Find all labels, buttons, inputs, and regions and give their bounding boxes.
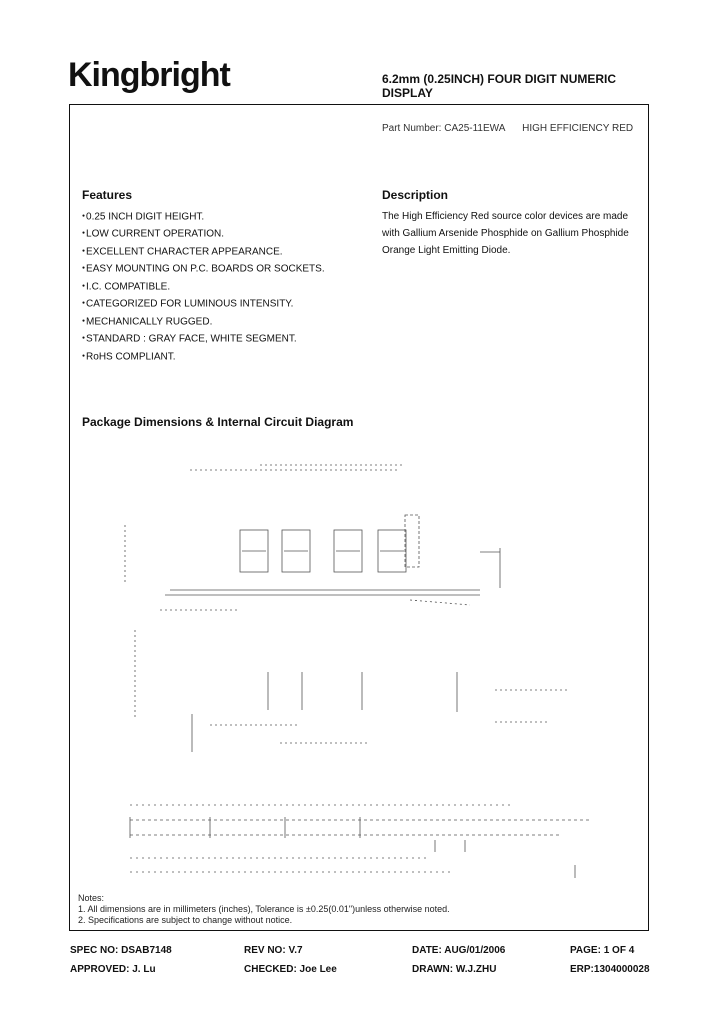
spec-number: SPEC NO: DSAB7148 xyxy=(70,945,172,956)
part-number-row xyxy=(382,123,647,134)
package-dimensions-drawing xyxy=(70,440,600,885)
title-block xyxy=(70,945,650,983)
document-title xyxy=(382,72,616,100)
feature-item: ● EXCELLENT CHARACTER APPEARANCE. xyxy=(82,243,325,260)
description-line: Orange Light Emitting Diode. xyxy=(382,245,511,256)
emitting-color: HIGH EFFICIENCY RED xyxy=(522,123,634,134)
notes-block xyxy=(78,893,450,926)
description-line: with Gallium Arsenide Phosphide on Gallium Phosphide xyxy=(382,228,629,239)
title-line-2: DISPLAY xyxy=(382,86,433,100)
kingbright-logo: Kingbright xyxy=(68,56,230,94)
feature-item: ● 0.25 INCH DIGIT HEIGHT. xyxy=(82,208,325,225)
description-text xyxy=(382,208,642,259)
package-heading: Package Dimensions & Internal Circuit Diagram xyxy=(82,415,354,429)
page-number: PAGE: 1 OF 4 xyxy=(570,945,635,956)
note-line: 2. Specifications are subject to change without notice. xyxy=(78,915,293,925)
feature-item: ● MECHANICALLY RUGGED. xyxy=(82,313,325,330)
description-line: The High Efficiency Red source color devices are made xyxy=(382,211,629,222)
feature-item: ● STANDARD : GRAY FACE, WHITE SEGMENT. xyxy=(82,330,325,347)
features-heading: Features xyxy=(82,188,133,202)
part-number: Part Number: CA25-11EWA xyxy=(382,123,506,134)
feature-item: ● CATEGORIZED FOR LUMINOUS INTENSITY. xyxy=(82,295,325,312)
notes-heading: Notes: xyxy=(78,893,105,903)
title-line-1: 6.2mm (0.25INCH) FOUR DIGIT NUMERIC xyxy=(382,72,617,86)
feature-item: ● EASY MOUNTING ON P.C. BOARDS OR SOCKETS. xyxy=(82,260,325,277)
approved-by: APPROVED: J. Lu xyxy=(70,964,156,975)
digit-2 xyxy=(282,530,310,572)
digit-4 xyxy=(378,530,406,572)
feature-item: ● LOW CURRENT OPERATION. xyxy=(82,225,325,242)
erp-number: ERP:1304000028 xyxy=(570,964,650,975)
drawn-by: DRAWN: W.J.ZHU xyxy=(412,964,497,975)
feature-item: ● RoHS COMPLIANT. xyxy=(82,348,325,365)
note-line: 1. All dimensions are in millimeters (inches), Tolerance is ±0.25(0.01")unless otherwise noted. xyxy=(78,904,450,914)
revision-number: REV NO: V.7 xyxy=(244,945,303,956)
checked-by: CHECKED: Joe Lee xyxy=(244,964,337,975)
digit-1 xyxy=(240,530,268,572)
feature-item: ● I.C. COMPATIBLE. xyxy=(82,278,325,295)
description-heading: Description xyxy=(382,188,449,202)
issue-date: DATE: AUG/01/2006 xyxy=(412,945,506,956)
digit-3 xyxy=(334,530,362,572)
features-list xyxy=(82,208,325,365)
